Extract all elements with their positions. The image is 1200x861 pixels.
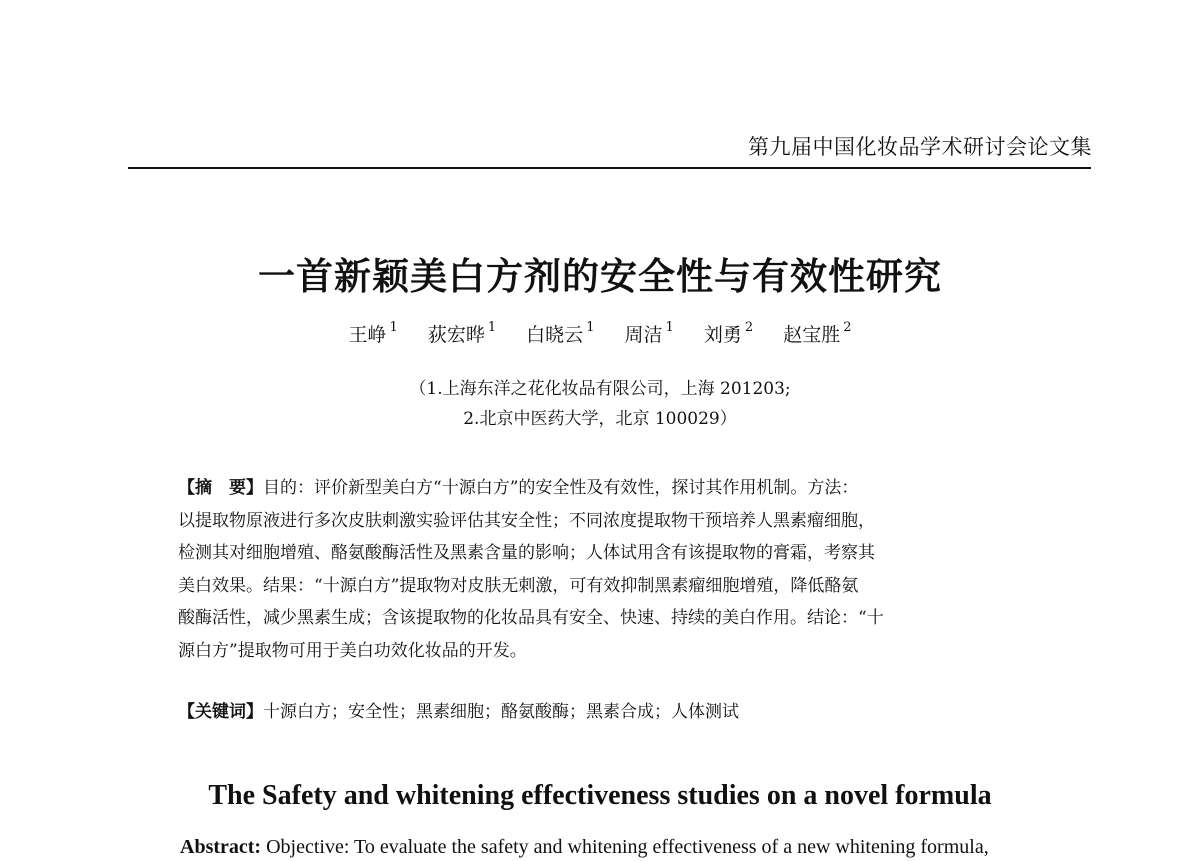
author-name: 白晓云 <box>526 324 584 346</box>
affiliation-mark: 1 <box>665 319 674 335</box>
author-name: 赵宝胜 <box>783 324 841 346</box>
abstract-text: 目的：评价新型美白方“十源白方”的安全性及有效性，探讨其作用机制。方法： <box>263 478 859 498</box>
keywords-label: 【关键词】 <box>178 702 263 722</box>
affiliation-mark: 2 <box>843 319 852 335</box>
author <box>783 320 851 347</box>
abstract-english <box>180 836 989 859</box>
abstract-chinese <box>178 472 1058 667</box>
author-name: 荻宏晔 <box>427 324 485 346</box>
abstract-label: 【摘 要】 <box>178 478 263 498</box>
affiliation-line: 2.北京中医药大学，北京 100029） <box>463 409 737 429</box>
abstract-line <box>178 472 1058 505</box>
author <box>704 320 753 347</box>
author-name: 刘勇 <box>703 324 742 346</box>
keywords-chinese <box>178 697 739 722</box>
abstract-line: 美白效果。结果：“十源白方”提取物对皮肤无刺激，可有效抑制黑素瘤细胞增殖，降低酪氨 <box>178 575 859 596</box>
author <box>625 320 674 347</box>
abstract-en-label: Abstract: <box>180 836 262 858</box>
author-name: 周洁 <box>624 324 663 346</box>
abstract-en-text: Objective: To evaluate the safety and whitening effectiveness of a new whitening formula, <box>261 836 989 858</box>
abstract-line: 以提取物原液进行多次皮肤刺激实验评估其安全性；不同浓度提取物干预培养人黑素瘤细胞， <box>178 510 875 531</box>
keywords-text: 十源白方；安全性；黑素细胞；酪氨酸酶；黑素合成；人体测试 <box>263 702 739 722</box>
running-head: 第九届中国化妆品学术研讨会论文集 <box>748 135 1092 159</box>
author <box>526 320 594 347</box>
affiliation-mark: 1 <box>487 319 497 335</box>
paper-title-chinese: 一首新颖美白方剂的安全性与有效性研究 <box>258 255 942 298</box>
author-name: 王峥 <box>348 324 387 346</box>
abstract-line: 检测其对细胞增殖、酪氨酸酶活性及黑素含量的影响；人体试用含有该提取物的膏霜，考察其 <box>178 543 875 563</box>
author-list <box>0 320 1200 347</box>
paper-title-english: The Safety and whitening effectiveness studies on a novel formula <box>208 780 992 811</box>
affiliation-line: （1.上海东洋之花化妆品有限公司，上海 201203; <box>409 379 791 399</box>
abstract-line: 源白方”提取物可用于美白功效化妆品的开发。 <box>178 640 527 661</box>
abstract-line: 酸酶活性，减少黑素生成；含该提取物的化妆品具有安全、快速、持续的美白作用。结论：“十 <box>178 608 884 628</box>
header-rule <box>128 167 1091 169</box>
author <box>348 320 397 347</box>
author <box>428 320 496 347</box>
affiliation-mark: 2 <box>744 319 754 335</box>
affiliation-mark: 1 <box>389 319 398 335</box>
affiliation-mark: 1 <box>586 319 595 335</box>
